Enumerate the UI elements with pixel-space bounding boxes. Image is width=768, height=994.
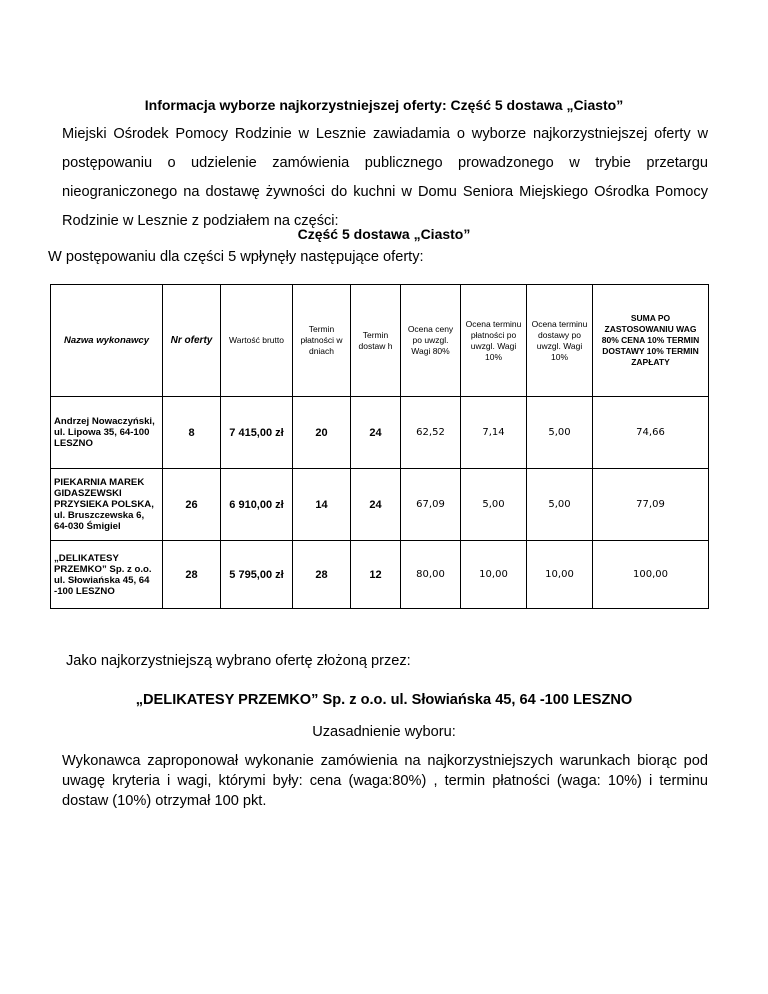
table-row xyxy=(51,397,709,469)
delivery-term: 12 xyxy=(351,541,401,609)
payment-term: 28 xyxy=(293,541,351,609)
header-cell: Ocena terminu dostawy po uwzgl. Wagi 10% xyxy=(527,285,593,397)
total-score: 74,66 xyxy=(593,397,709,469)
contractor-name: PIEKARNIA MAREK GIDASZEWSKI PRZYSIEKA POLSKA, ul. Bruszczewska 6, 64-030 Śmigiel xyxy=(51,469,163,541)
header-cell: Termin dostaw h xyxy=(351,285,401,397)
contractor-name: „DELIKATESY PRZEMKO” Sp. z o.o. ul. Słowiańska 45, 64 -100 LESZNO xyxy=(51,541,163,609)
offer-number: 28 xyxy=(163,541,221,609)
header-cell: Ocena ceny po uwzgl. Wagi 80% xyxy=(401,285,461,397)
delivery-score: 5,00 xyxy=(527,397,593,469)
total-score: 100,00 xyxy=(593,541,709,609)
justification-paragraph: Wykonawca zaproponował wykonanie zamówienia na najkorzystniejszych warunkach biorąc pod uwagę kryteria i wagi, którymi były: cena (waga:80%) , termin płatności (waga: 10%) i terminu dostaw (10%) otrzymał 100 pkt. xyxy=(62,753,708,809)
gross-value: 5 795,00 zł xyxy=(221,541,293,609)
total-score: 77,09 xyxy=(593,469,709,541)
header-cell: SUMA PO ZASTOSOWANIU WAG 80% CENA 10% TERMIN DOSTAWY 10% TERMIN ZAPŁATY xyxy=(593,285,709,397)
header-cell: Ocena terminu płatności po uwzgl. Wagi 10% xyxy=(461,285,527,397)
price-score: 67,09 xyxy=(401,469,461,541)
price-score: 62,52 xyxy=(401,397,461,469)
chosen-offer-intro: Jako najkorzystniejszą wybrano ofertę złożoną przez: xyxy=(66,653,411,669)
payment-score: 10,00 xyxy=(461,541,527,609)
justification-title: Uzasadnienie wyboru: xyxy=(312,724,456,740)
gross-value: 7 415,00 zł xyxy=(221,397,293,469)
table-row xyxy=(51,541,709,609)
delivery-term: 24 xyxy=(351,397,401,469)
header-cell: Nazwa wykonawcy xyxy=(51,285,163,397)
payment-score: 7,14 xyxy=(461,397,527,469)
header-cell: Wartość brutto xyxy=(221,285,293,397)
payment-score: 5,00 xyxy=(461,469,527,541)
offers-table xyxy=(50,284,709,609)
table-row xyxy=(51,469,709,541)
part-subtitle: Część 5 dostawa „Ciasto” xyxy=(297,226,471,242)
delivery-score: 10,00 xyxy=(527,541,593,609)
document-title: Informacja wyborze najkorzystniejszej oferty: Część 5 dostawa „Ciasto” xyxy=(144,97,624,113)
offer-number: 26 xyxy=(163,469,221,541)
winning-contractor: „DELIKATESY PRZEMKO” Sp. z o.o. ul. Słowiańska 45, 64 -100 LESZNO xyxy=(135,692,633,708)
gross-value: 6 910,00 zł xyxy=(221,469,293,541)
intro-paragraph: Miejski Ośrodek Pomocy Rodzinie w Lesznie zawiadamia o wyborze najkorzystniejszej oferty w postępowaniu o udzielenie zamówienia publicznego prowadzonego w trybie przetargu nieograniczonego na dostawę żywności do kuchni w Domu Seniora Miejskiego Ośrodka Pomocy Rodzinie w Lesznie z podziałem na części: xyxy=(62,126,708,229)
offer-number: 8 xyxy=(163,397,221,469)
header-cell: Termin płatności w dniach xyxy=(293,285,351,397)
payment-term: 20 xyxy=(293,397,351,469)
price-score: 80,00 xyxy=(401,541,461,609)
contractor-name: Andrzej Nowaczyński, ul. Lipowa 35, 64-100 LESZNO xyxy=(51,397,163,469)
payment-term: 14 xyxy=(293,469,351,541)
delivery-term: 24 xyxy=(351,469,401,541)
delivery-score: 5,00 xyxy=(527,469,593,541)
header-cell: Nr oferty xyxy=(163,285,221,397)
table-header-row xyxy=(51,285,709,397)
received-offers-text: W postępowaniu dla części 5 wpłynęły następujące oferty: xyxy=(48,249,424,265)
